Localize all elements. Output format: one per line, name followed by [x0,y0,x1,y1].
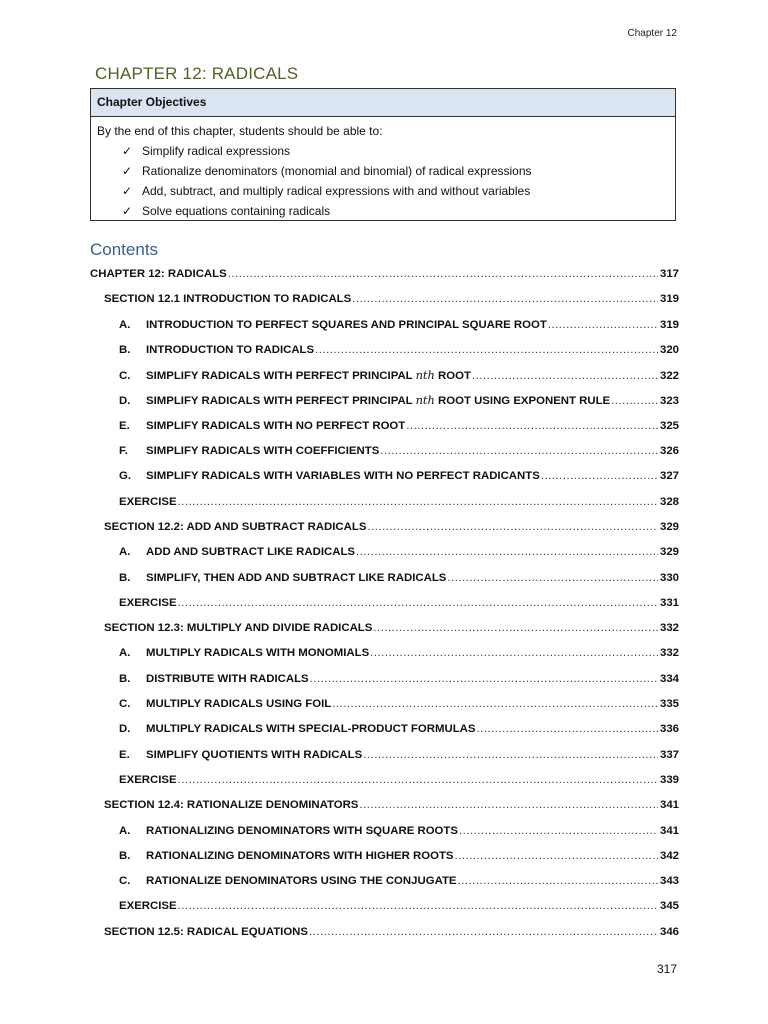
toc-title: RATIONALIZE DENOMINATORS USING THE CONJUGATE [146,875,457,888]
toc-entry-chapter[interactable] [90,262,679,287]
checkmark-icon: ✓ [122,164,133,178]
toc-page-number: 336 [659,723,679,736]
toc-entry-subsection[interactable] [90,338,679,363]
toc-leader [178,490,658,515]
objective-text: Rationalize denominators (monomial and binomial) of radical expressions [142,164,532,178]
math-nth: nth [415,368,435,383]
toc-leader [548,313,658,338]
toc-title: MULTIPLY RADICALS WITH MONOMIALS [146,647,370,660]
toc-entry-subsection[interactable] [90,566,679,591]
toc-leader [406,414,658,439]
toc-letter: B. [119,571,131,584]
toc-page-number: 332 [659,622,679,635]
toc-title-part: ROOT USING EXPONENT RULE [434,395,611,408]
toc-letter: B. [119,672,131,685]
toc-entry-section[interactable] [90,515,679,540]
contents-heading: Contents [90,240,159,259]
toc-leader [367,515,658,540]
toc-entry-subsection[interactable] [90,439,679,464]
toc-leader [315,338,658,363]
objective-text: Solve equations containing radicals [142,204,331,218]
objective-text: Add, subtract, and multiply radical expressions with and without variables [142,184,531,198]
table-of-contents [90,262,679,945]
objective-text: Simplify radical expressions [142,144,291,158]
toc-title: SECTION 12.4: RATIONALIZE DENOMINATORS [104,799,359,812]
toc-leader [455,844,658,869]
toc-entry-subsection[interactable] [90,388,679,413]
toc-page-number: 326 [659,445,679,458]
toc-entry-subsection[interactable] [90,717,679,742]
toc-letter: E. [119,419,130,432]
toc-entry-section[interactable] [90,616,679,641]
chapter-objectives-box [90,88,676,221]
toc-title-part: SIMPLIFY RADICALS WITH PERFECT PRINCIPAL [146,395,416,408]
toc-letter: A. [119,546,131,559]
toc-entry-subsection[interactable] [90,641,679,666]
math-nth: nth [415,393,435,408]
toc-leader [380,439,658,464]
toc-entry-subsection[interactable] [90,692,679,717]
checkmark-icon: ✓ [122,204,133,218]
toc-page-number: 346 [659,925,679,938]
toc-entry-subsection[interactable] [90,464,679,489]
toc-entry-subsection[interactable] [90,819,679,844]
toc-entry-subsection[interactable] [90,869,679,894]
toc-letter: B. [119,849,131,862]
toc-leader [373,616,658,641]
toc-title: RATIONALIZING DENOMINATORS WITH SQUARE ROOTS [146,824,458,837]
toc-title: CHAPTER 12: RADICALS [90,268,227,280]
toc-title: SECTION 12.3: MULTIPLY AND DIVIDE RADICALS [104,622,373,635]
toc-entry-subsection[interactable] [90,667,679,692]
toc-title: SIMPLIFY QUOTIENTS WITH RADICALS [146,748,363,761]
objectives-body [91,117,675,221]
toc-page-number: 331 [659,596,679,609]
objectives-intro: By the end of this chapter, students should be able to: [97,124,383,138]
checkmark-icon: ✓ [122,144,133,158]
toc-title [146,388,610,414]
toc-entry-exercise[interactable] [90,490,679,515]
toc-title-part: SIMPLIFY RADICALS WITH PERFECT PRINCIPAL [146,370,416,383]
toc-letter: F. [119,445,128,458]
toc-leader [332,692,658,717]
toc-page-number: 342 [659,849,679,862]
toc-entry-subsection[interactable] [90,844,679,869]
toc-leader [447,566,658,591]
toc-letter: D. [119,395,131,408]
toc-entry-section[interactable] [90,793,679,818]
running-header: Chapter 12 [627,28,677,39]
toc-page-number: 320 [659,343,679,356]
toc-entry-subsection[interactable] [90,743,679,768]
toc-title: SIMPLIFY, THEN ADD AND SUBTRACT LIKE RADICALS [146,571,447,584]
toc-entry-subsection[interactable] [90,414,679,439]
toc-title: EXERCISE [119,900,177,913]
toc-leader [472,364,658,389]
toc-page-number: 341 [659,824,679,837]
toc-page-number: 319 [659,318,679,331]
toc-title: ADD AND SUBTRACT LIKE RADICALS [146,546,356,559]
toc-page-number: 329 [659,546,679,559]
toc-page-number: 325 [659,419,679,432]
toc-leader [309,920,658,945]
toc-leader [356,540,658,565]
toc-leader [476,717,658,742]
toc-letter: A. [119,318,131,331]
toc-page-number: 332 [659,647,679,660]
toc-letter: A. [119,647,131,660]
toc-title: SIMPLIFY RADICALS WITH COEFFICIENTS [146,445,380,458]
toc-leader [459,819,658,844]
toc-page-number: 322 [659,370,679,383]
toc-page-number: 323 [659,395,679,408]
toc-title: EXERCISE [119,596,177,609]
toc-title: EXERCISE [119,495,177,508]
toc-leader [359,793,658,818]
toc-letter: E. [119,748,130,761]
toc-title: SIMPLIFY RADICALS WITH NO PERFECT ROOT [146,419,406,432]
objective-item [97,201,669,221]
toc-letter: D. [119,723,131,736]
toc-title: MULTIPLY RADICALS USING FOIL [146,698,332,711]
toc-letter: C. [119,698,131,711]
chapter-title: CHAPTER 12: RADICALS [95,64,299,83]
objectives-heading: Chapter Objectives [91,89,675,117]
toc-page-number: 341 [659,799,679,812]
toc-title: SIMPLIFY RADICALS WITH VARIABLES WITH NO PERFECT RADICANTS [146,470,540,483]
toc-title: SECTION 12.5: RADICAL EQUATIONS [104,925,309,938]
toc-entry-section[interactable] [90,920,679,945]
toc-page-number: 335 [659,698,679,711]
toc-leader [363,743,658,768]
objective-item [97,141,669,161]
toc-letter: C. [119,875,131,888]
toc-leader [352,287,658,312]
checkmark-icon: ✓ [122,184,133,198]
toc-entry-exercise[interactable] [90,894,679,919]
toc-page-number: 345 [659,900,679,913]
toc-leader [228,262,658,287]
toc-letter: G. [119,470,132,483]
toc-leader [310,667,658,692]
toc-letter: A. [119,824,131,837]
toc-title [146,363,471,389]
toc-entry-section[interactable] [90,287,679,312]
toc-leader [178,768,658,793]
toc-leader [178,591,658,616]
toc-title: MULTIPLY RADICALS WITH SPECIAL-PRODUCT FORMULAS [146,723,476,736]
toc-leader [370,641,658,666]
toc-entry-subsection[interactable] [90,540,679,565]
toc-title: EXERCISE [119,773,177,786]
toc-page-number: 334 [659,672,679,685]
toc-title: SECTION 12.1 INTRODUCTION TO RADICALS [104,293,352,306]
toc-title: SECTION 12.2: ADD AND SUBTRACT RADICALS [104,520,367,533]
toc-title: INTRODUCTION TO RADICALS [146,343,315,356]
objective-item [97,181,669,201]
toc-title: RATIONALIZING DENOMINATORS WITH HIGHER ROOTS [146,849,454,862]
toc-leader [541,464,658,489]
toc-entry-exercise[interactable] [90,768,679,793]
toc-page-number: 328 [659,495,679,508]
toc-letter: B. [119,343,131,356]
toc-letter: C. [119,370,131,383]
page-number: 317 [656,962,677,976]
toc-page-number: 329 [659,520,679,533]
toc-entry-subsection[interactable] [90,363,679,388]
toc-entry-exercise[interactable] [90,591,679,616]
objective-item [97,161,669,181]
toc-page-number: 337 [659,748,679,761]
toc-title: INTRODUCTION TO PERFECT SQUARES AND PRINCIPAL SQUARE ROOT [146,318,547,331]
toc-page-number: 317 [659,268,679,280]
toc-page-number: 319 [659,293,679,306]
toc-page-number: 339 [659,773,679,786]
toc-title: DISTRIBUTE WITH RADICALS [146,672,309,685]
toc-page-number: 343 [659,875,679,888]
toc-title-part: ROOT [434,370,471,383]
toc-entry-subsection[interactable] [90,313,679,338]
toc-page-number: 327 [659,470,679,483]
toc-page-number: 330 [659,571,679,584]
toc-leader [611,389,658,414]
toc-leader [178,894,658,919]
toc-leader [458,869,658,894]
